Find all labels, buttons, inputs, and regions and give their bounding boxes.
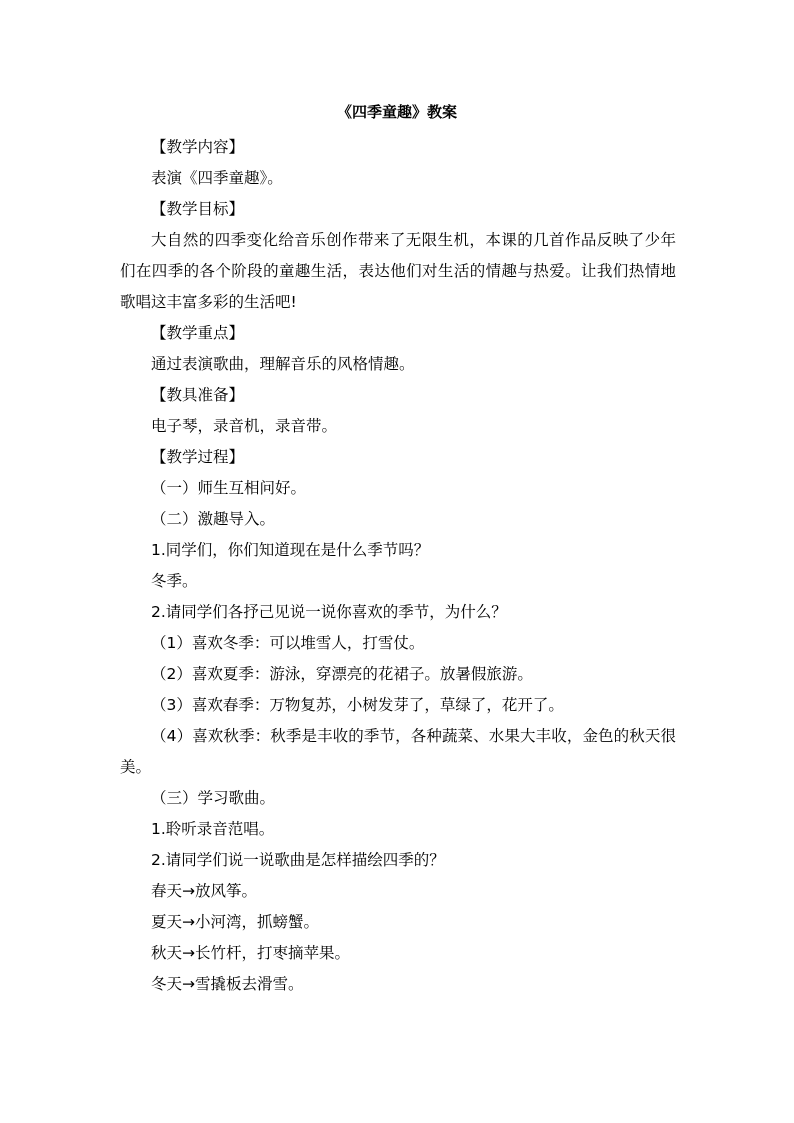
process-step-2: （二）激趣导入。: [151, 510, 276, 528]
answer-winter: （1）喜欢冬季：可以堆雪人，打雪仗。: [151, 634, 425, 652]
season-winter: 冬天→雪撬板去滑雪。: [151, 975, 304, 993]
process-step-3: （三）学习歌曲。: [151, 789, 276, 807]
document-body: [120, 132, 676, 1000]
season-summer: 夏天→小河湾，抓螃蟹。: [151, 913, 319, 931]
answer-1: 冬季。: [151, 572, 198, 590]
section-heading-materials: 【教具准备】: [151, 386, 245, 404]
section-heading-key-points: 【教学重点】: [151, 324, 245, 342]
section-heading-goals: 【教学目标】: [151, 200, 245, 218]
season-autumn: 秋天→长竹杆，打枣摘苹果。: [151, 944, 350, 962]
content-text: 表演《四季童趣》。: [151, 169, 283, 187]
answer-summer: （2）喜欢夏季：游泳，穿漂亮的花裙子。放暑假旅游。: [151, 665, 533, 683]
section-heading-content: 【教学内容】: [151, 138, 245, 156]
materials-text: 电子琴，录音机，录音带。: [151, 417, 338, 435]
key-points-text: 通过表演歌曲，理解音乐的风格情趣。: [151, 355, 415, 373]
process-step-1: （一）师生互相问好。: [151, 479, 307, 497]
section-heading-process: 【教学过程】: [151, 448, 245, 466]
describe-step: 2.请同学们说一说歌曲是怎样描绘四季的？: [151, 851, 445, 869]
goals-paragraph: 大自然的四季变化给音乐创作带来了无限生机，本课的几首作品反映了少年们在四季的各个阶段的童趣生活，表达他们对生活的情趣与热爱。让我们热情地歌唱这丰富多彩的生活吧!: [120, 231, 676, 311]
listen-step: 1.聆听录音范唱。: [151, 820, 275, 838]
answer-spring: （3）喜欢春季：万物复苏，小树发芽了，草绿了，花开了。: [151, 696, 564, 714]
season-spring: 春天→放风筝。: [151, 882, 257, 900]
document-title: 《四季童趣》教案: [336, 103, 457, 121]
answer-autumn: （4）喜欢秋季：秋季是丰收的季节，各种蔬菜、水果大丰收，金色的秋天很美。: [120, 727, 676, 776]
question-1: 1.同学们，你们知道现在是什么季节吗？: [151, 541, 430, 559]
question-2: 2.请同学们各抒己见说一说你喜欢的季节，为什么？: [151, 603, 507, 621]
